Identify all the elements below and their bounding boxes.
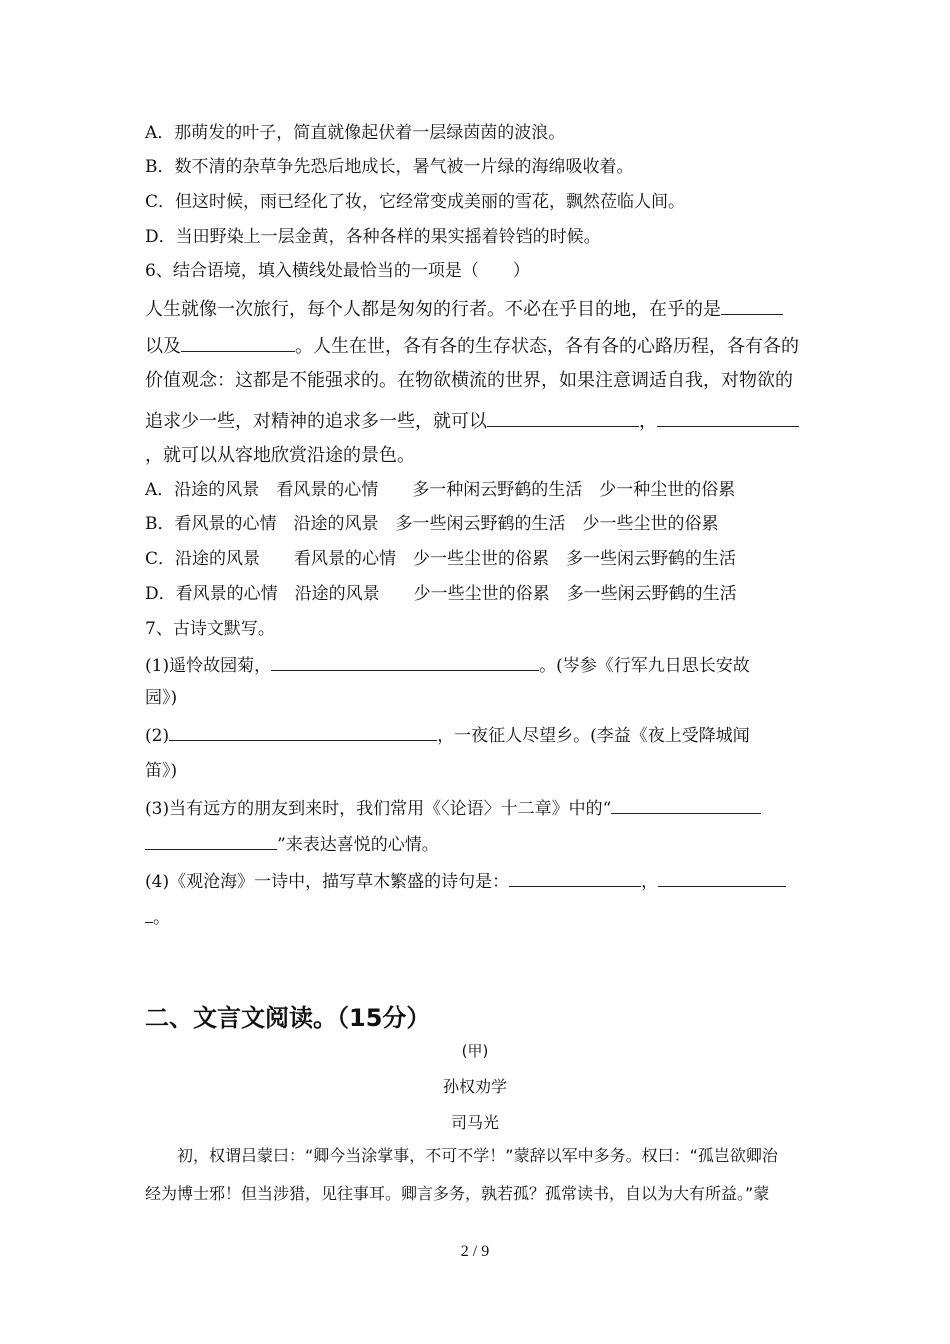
- q7-item3-end: ”来表达喜悦的心情。: [277, 835, 439, 855]
- q6-para2a-text: 以及: [145, 336, 181, 357]
- answer-blank[interactable]: [181, 333, 295, 352]
- q6-para2b-text: 。人生在世，各有各的生存状态，各有各的心路历程，各有各的: [295, 336, 799, 357]
- q5-option-b: B．数不清的杂草争先恐后地成长，暑气被一片绿的海绵吸收着。: [145, 157, 634, 177]
- answer-blank[interactable]: [145, 831, 277, 850]
- page-number: 2 / 9: [460, 1243, 490, 1260]
- q6-option-b: B．看风景的心情 沿途的风景 多一些闲云野鹤的生活 少一些尘世的俗累: [145, 514, 719, 534]
- passage-author: 司马光: [450, 1113, 499, 1132]
- q6-para4-sep: ，: [639, 411, 657, 432]
- q7-item4-sep: ，: [641, 872, 659, 892]
- q7-item4-text: (4)《观沧海》一诗中，描写草木繁盛的诗句是：: [145, 872, 510, 892]
- q7-item4-cont: [145, 904, 170, 929]
- passage-text-line1: 初，权谓吕蒙曰：“卿今当涂掌事，不可不学！”蒙辞以军中多务。权曰：“孤岂欲卿治: [145, 1146, 778, 1165]
- q7-item2: [145, 722, 750, 747]
- q6-para-line3: 价值观念：这都是不能强求的。在物欲横流的世界，如果注意调适自我，对物欲的: [145, 370, 793, 391]
- q5-option-a: A．那萌发的叶子，简直就像起伏着一层绿茵茵的波浪。: [145, 123, 566, 143]
- q7-item1-cont: 园》): [145, 688, 178, 708]
- q6-para4-text: 追求少一些，对精神的追求多一些，就可以: [145, 411, 487, 432]
- q6-option-d: D．看风景的心情 沿途的风景 少一些尘世的俗累 多一些闲云野鹤的生活: [145, 584, 737, 604]
- passage-text-line2: 经为博士邪！但当涉猎，见往事耳。卿言多务，孰若孤？孤常读书，自以为大有所益。”蒙: [145, 1184, 770, 1203]
- q7-item3-cont: [145, 831, 439, 856]
- q7-item1-source: 。(岑参《行军九日思长安故: [539, 656, 750, 676]
- passage-part-label: (甲): [461, 1042, 489, 1060]
- answer-blank[interactable]: [509, 868, 641, 887]
- q5-option-d: D．当田野染上一层金黄，各种各样的果实摇着铃铛的时候。: [145, 227, 601, 247]
- q6-para-line2: [145, 333, 799, 358]
- answer-blank[interactable]: [658, 868, 786, 887]
- answer-blank[interactable]: [657, 408, 799, 427]
- section-title: 二、文言文阅读。（15分）: [145, 1004, 431, 1032]
- q7-item4: [145, 868, 786, 893]
- q7-item1: [145, 652, 750, 677]
- passage-title: 孙权劝学: [442, 1077, 507, 1096]
- q7-item2-text: ，一夜征人尽望乡。(李益《夜上受降城闻: [437, 726, 750, 746]
- q7-stem: 7、古诗文默写。: [145, 619, 275, 639]
- answer-blank[interactable]: [169, 722, 437, 741]
- q7-item2-num: (2): [145, 726, 170, 746]
- answer-blank[interactable]: [611, 795, 761, 814]
- q7-item2-cont: 笛》): [145, 761, 178, 781]
- q6-option-a: A．沿途的风景 看风景的心情 多一种闲云野鹤的生活 少一种尘世的俗累: [145, 480, 736, 500]
- q6-para-line4: [145, 408, 799, 433]
- answer-blank[interactable]: [487, 408, 639, 427]
- q7-item3-text: (3)当有远方的朋友到来时，我们常用《〈论语〉十二章》中的“: [145, 799, 612, 819]
- q7-item3: [145, 795, 761, 820]
- answer-blank[interactable]: [271, 652, 539, 671]
- q7-item4-end: 。: [153, 908, 170, 928]
- answer-blank[interactable]: [145, 904, 153, 923]
- q5-option-c: C．但这时候，雨已经化了妆，它经常变成美丽的雪花，飘然莅临人间。: [145, 192, 686, 212]
- q6-option-c: C．沿途的风景 看风景的心情 少一些尘世的俗累 多一些闲云野鹤的生活: [145, 549, 737, 569]
- q6-para1-text: 人生就像一次旅行，每个人都是匆匆的行者。不必在乎目的地，在乎的是: [145, 299, 721, 320]
- q6-para-line5: ，就可以从容地欣赏沿途的景色。: [145, 445, 415, 466]
- answer-blank[interactable]: [721, 296, 783, 315]
- q7-item1-text: (1)遥怜故园菊，: [145, 656, 272, 676]
- q6-stem: 6、结合语境，填入横线处最恰当的一项是（ ）: [145, 261, 530, 281]
- q6-para-line1: [145, 296, 783, 321]
